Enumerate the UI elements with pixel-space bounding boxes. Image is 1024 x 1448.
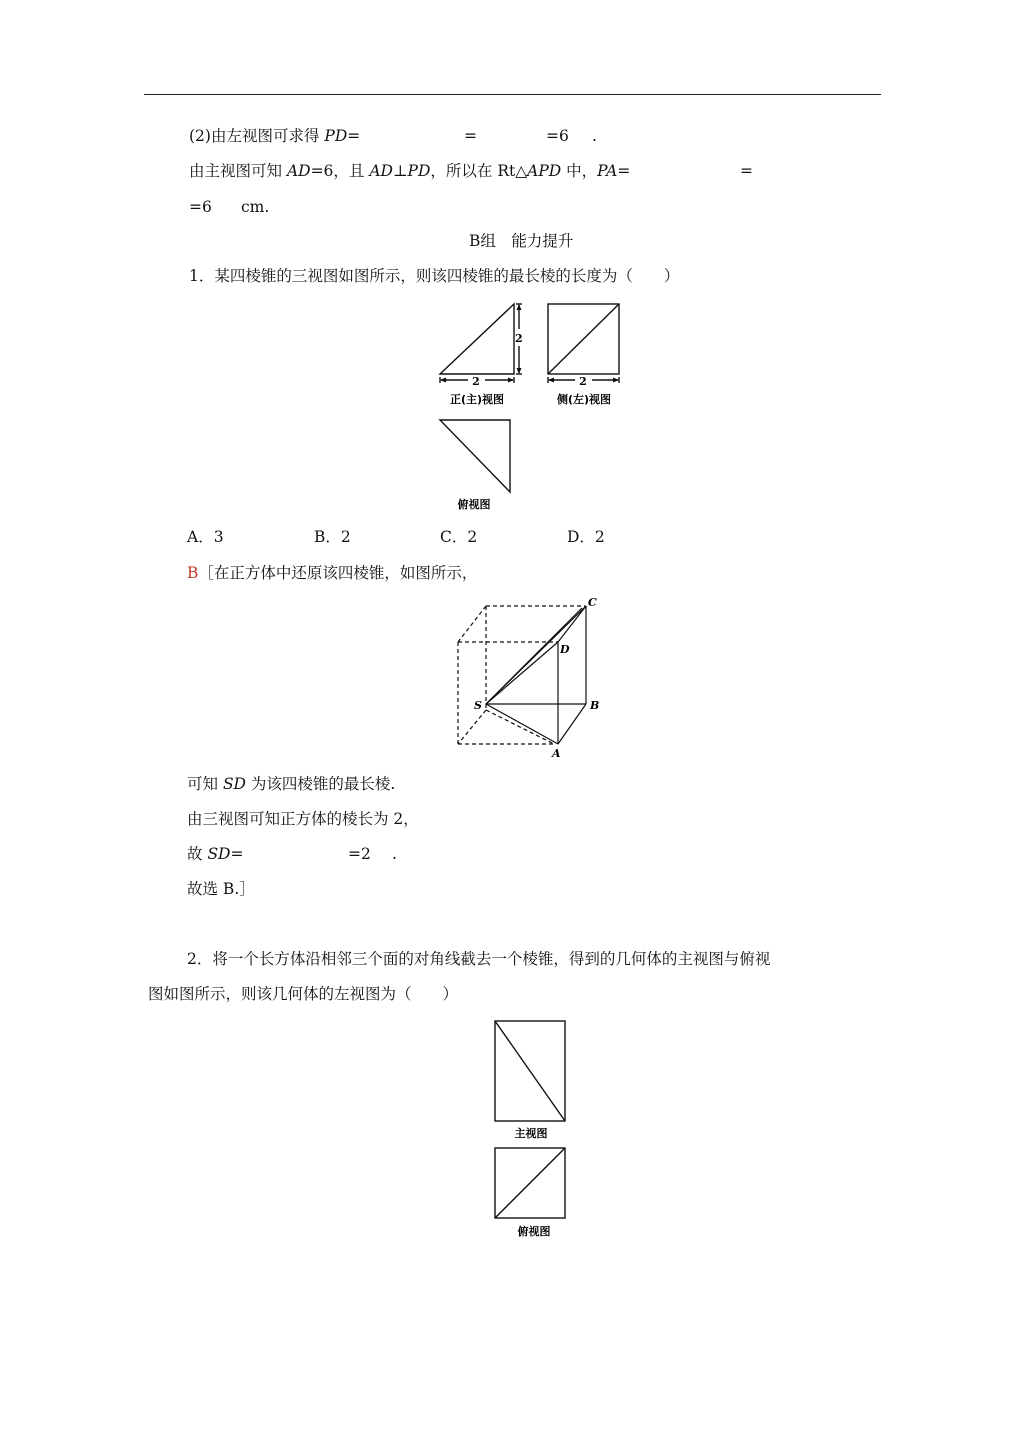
front-view-caption: 正(主)视图 — [449, 393, 505, 406]
prev-line-1-result: =6 — [546, 127, 569, 145]
prev-line-3-unit: cm. — [241, 198, 270, 216]
prev-line-2-eq: = — [740, 162, 753, 180]
q1-option-b: B．2 — [314, 528, 351, 546]
q1-cube-figure — [450, 594, 610, 762]
q2-stem-line-1: 2．将一个长方体沿相邻三个面的对角线截去一个棱锥，得到的几何体的主视图与俯视 — [187, 950, 771, 968]
answer-letter: B — [187, 564, 199, 582]
front-view-shape — [440, 304, 514, 374]
q1-option-d: D．2 — [567, 528, 605, 546]
q1-option-c: C．2 — [440, 528, 478, 546]
q1-solution-3: 故 SD= — [187, 845, 244, 863]
cube-label-s: S — [474, 699, 482, 712]
q1-option-a: A．3 — [187, 528, 224, 546]
q1-solution-4: 故选 B.］ — [187, 880, 255, 898]
cube-label-c: C — [588, 596, 597, 609]
top-view-caption: 俯视图 — [457, 498, 491, 511]
main-view-caption: 主视图 — [514, 1127, 548, 1140]
prev-line-1-dot: . — [592, 127, 597, 145]
header-rule — [144, 94, 881, 95]
prev-line-3: =6 — [189, 198, 212, 216]
prev-line-2: 由主视图可知 AD=6，且 AD⊥PD，所以在 Rt△APD 中，PA= — [189, 162, 631, 180]
q1-answer: B［在正方体中还原该四棱锥，如图所示， — [187, 564, 478, 582]
q1-three-views-figure — [430, 298, 630, 516]
prev-line-1: (2)由左视图可求得 PD= — [189, 127, 361, 145]
q1-solution-1: 可知 SD 为该四棱锥的最长棱. — [187, 775, 396, 793]
section-title: B组 能力提升 — [469, 232, 574, 250]
side-view-caption: 侧(左)视图 — [556, 393, 612, 406]
cube-label-d: D — [560, 643, 570, 656]
dim-width-side: 2 — [579, 375, 587, 388]
q2-top-view-caption: 俯视图 — [517, 1225, 551, 1238]
cube-label-a: A — [552, 747, 561, 760]
q1-stem: 1．某四棱锥的三视图如图所示，则该四棱锥的最长棱的长度为（ ） — [189, 267, 680, 285]
cube-label-b: B — [590, 699, 600, 712]
dim-width-front: 2 — [472, 375, 480, 388]
q2-stem-line-2: 图如图所示，则该几何体的左视图为（ ） — [148, 985, 459, 1003]
q1-solution-3-result: =2 — [348, 845, 371, 863]
q1-solution-3-dot: . — [392, 845, 397, 863]
top-view-shape — [440, 420, 510, 492]
prev-line-1-eq: = — [464, 127, 477, 145]
q1-solution-2: 由三视图可知正方体的棱长为 2， — [187, 810, 419, 828]
q2-views-figure — [488, 1014, 578, 1244]
dim-height: 2 — [515, 332, 523, 345]
